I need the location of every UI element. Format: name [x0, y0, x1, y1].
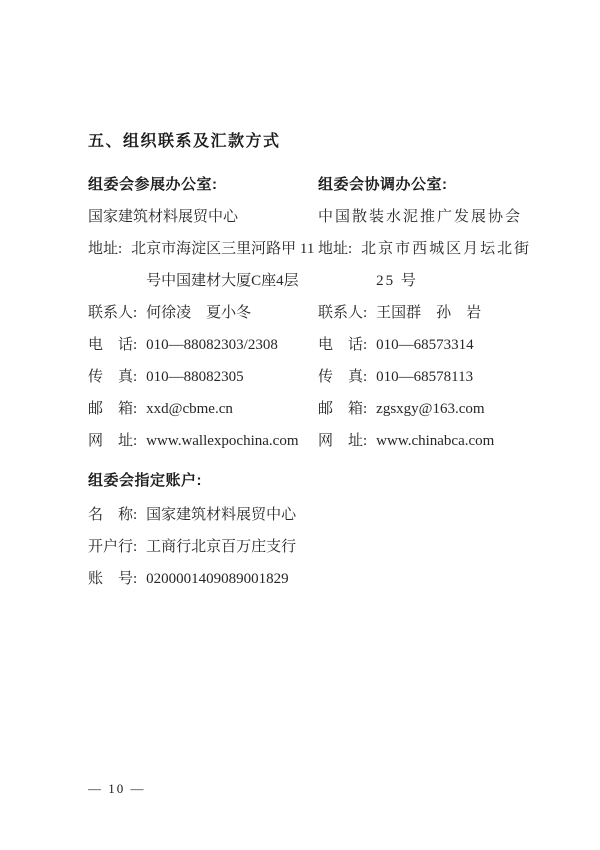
fax-value: 010—88082305	[146, 369, 244, 385]
exhibition-office-email-row	[88, 393, 318, 425]
account-bank-row	[88, 531, 512, 563]
website-value: www.chinabca.com	[376, 433, 495, 449]
email-label: 邮 箱:	[88, 401, 138, 417]
email-value: xxd@cbme.cn	[146, 401, 233, 417]
page-number: — 10 —	[88, 781, 146, 796]
website-value: www.wallexpochina.com	[146, 433, 299, 449]
section-heading: 五、组织联系及汇款方式	[88, 133, 281, 150]
address-line-1: 北京市海淀区三里河路甲 11	[131, 241, 315, 257]
coordination-office-column	[318, 169, 532, 457]
exhibition-office-website-row	[88, 425, 318, 457]
coordination-office-title: 组委会协调办公室:	[318, 176, 448, 193]
fax-label: 传 真:	[318, 369, 368, 385]
coordination-office-email-row	[318, 393, 512, 425]
phone-value: 010—88082303/2308	[146, 337, 278, 353]
address-label: 地址:	[88, 241, 123, 257]
office-columns	[88, 169, 532, 457]
phone-value: 010—68573314	[376, 337, 474, 353]
address-label: 地址:	[318, 241, 353, 257]
account-number-row	[88, 563, 512, 595]
address-line-1: 北京市西城区月坛北街	[361, 241, 532, 257]
exhibition-office-contact-row	[88, 297, 318, 329]
account-bank-value: 工商行北京百万庄支行	[146, 539, 297, 555]
contact-label: 联系人:	[88, 305, 138, 321]
coordination-office-org: 中国散装水泥推广发展协会	[318, 209, 523, 225]
account-name-value: 国家建筑材料展贸中心	[146, 507, 297, 523]
coordination-office-fax-row	[318, 361, 512, 393]
account-number-label: 账 号:	[88, 571, 138, 587]
email-label: 邮 箱:	[318, 401, 368, 417]
address-value	[131, 233, 314, 297]
contact-value: 王国群 孙 岩	[376, 305, 482, 321]
phone-label: 电 话:	[318, 337, 368, 353]
exhibition-office-title: 组委会参展办公室:	[88, 176, 218, 193]
designated-account-section	[88, 465, 512, 595]
email-value: zgsxgy@163.com	[376, 401, 485, 417]
exhibition-office-phone-row	[88, 329, 318, 361]
page-content	[88, 131, 532, 595]
designated-account-title: 组委会指定账户:	[88, 472, 202, 489]
account-name-label: 名 称:	[88, 507, 138, 523]
fax-label: 传 真:	[88, 369, 138, 385]
exhibition-office-column	[88, 169, 318, 457]
address-line-2: 25 号	[376, 273, 418, 289]
website-label: 网 址:	[318, 433, 368, 449]
contact-label: 联系人:	[318, 305, 368, 321]
phone-label: 电 话:	[88, 337, 138, 353]
coordination-office-address-row	[318, 233, 532, 297]
account-bank-label: 开户行:	[88, 539, 138, 555]
exhibition-office-fax-row	[88, 361, 318, 393]
contact-value: 何徐凌 夏小冬	[146, 305, 252, 321]
account-number-value: 0200001409089001829	[146, 571, 289, 587]
fax-value: 010—68578113	[376, 369, 474, 385]
exhibition-office-address-row	[88, 233, 318, 297]
coordination-office-website-row	[318, 425, 512, 457]
exhibition-office-org: 国家建筑材料展贸中心	[88, 209, 239, 225]
coordination-office-phone-row	[318, 329, 512, 361]
address-line-2: 号中国建材大厦C座4层	[146, 273, 299, 289]
account-name-row	[88, 499, 512, 531]
coordination-office-contact-row	[318, 297, 512, 329]
website-label: 网 址:	[88, 433, 138, 449]
address-value	[361, 233, 531, 297]
